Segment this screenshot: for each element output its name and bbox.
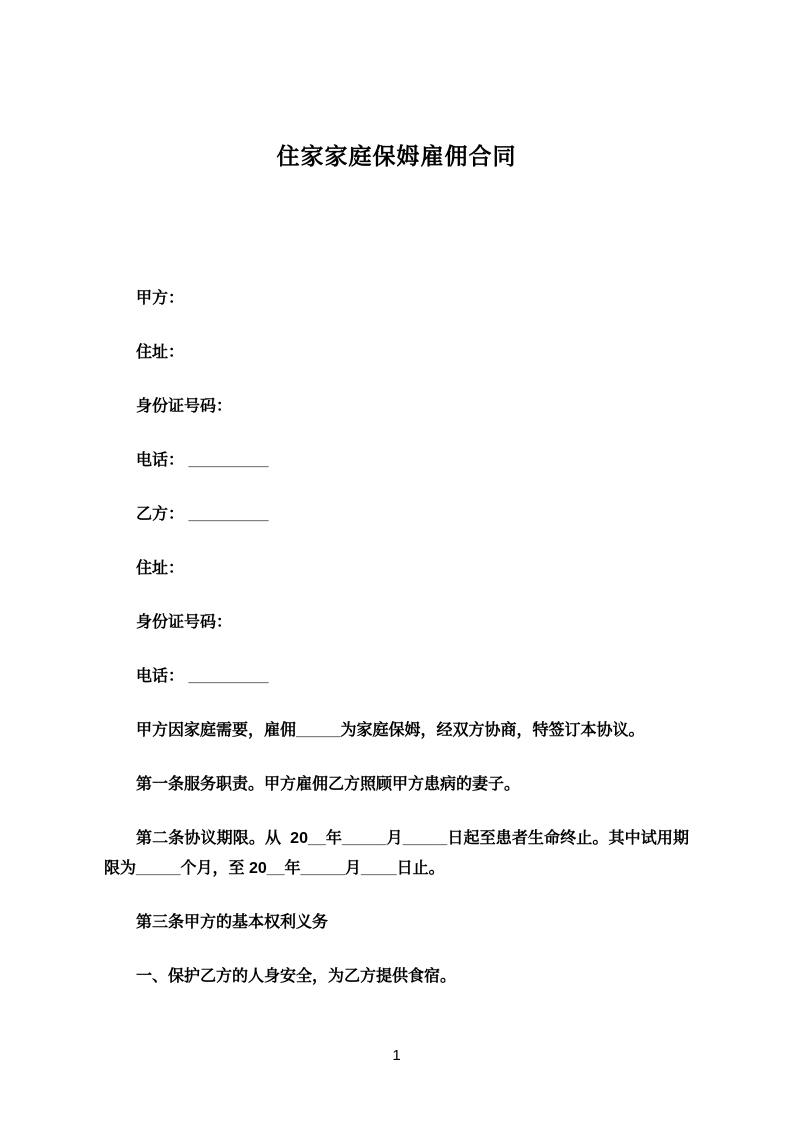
field-address-b — [104, 554, 689, 584]
field-id-number-b — [104, 608, 689, 638]
party-info-section — [0, 284, 793, 692]
field-label: 住址： — [136, 344, 185, 361]
field-label: 住址： — [136, 560, 185, 577]
intro-paragraph: 甲方因家庭需要，雇佣_____为家庭保姆，经双方协商，特签订本协议。 — [136, 722, 645, 739]
field-label: 电话： — [136, 668, 185, 685]
field-party-a — [104, 284, 689, 314]
field-label: 乙方： — [136, 506, 185, 523]
clause-1-service-duties: 第一条服务职责。甲方雇佣乙方照顾甲方患病的妻子。 — [136, 776, 521, 793]
page-number: 1 — [392, 1047, 401, 1064]
field-phone-b — [104, 662, 689, 692]
document-title: 住家家庭保姆雇佣合同 — [276, 143, 517, 169]
field-phone-a — [104, 446, 689, 476]
clause-3-item-1: 一、保护乙方的人身安全，为乙方提供食宿。 — [136, 968, 457, 985]
field-label: 身份证号码： — [136, 614, 233, 631]
field-blank: _________ — [184, 506, 269, 523]
field-label: 身份证号码： — [136, 398, 233, 415]
contract-body — [0, 716, 793, 992]
field-blank: _________ — [184, 668, 269, 685]
clause-2-term: 第二条协议期限。从 20__年_____月_____日起至患者生命终止。其中试用期限为_____个月，至 20__年_____月____日止。 — [104, 830, 689, 877]
field-id-number-a — [104, 392, 689, 422]
field-address-a — [104, 338, 689, 368]
field-label: 甲方： — [136, 290, 185, 307]
field-label: 电话： — [136, 452, 185, 469]
clause-3-heading: 第三条甲方的基本权利义务 — [136, 914, 329, 931]
field-party-b — [104, 500, 689, 530]
field-blank: _________ — [184, 452, 269, 469]
